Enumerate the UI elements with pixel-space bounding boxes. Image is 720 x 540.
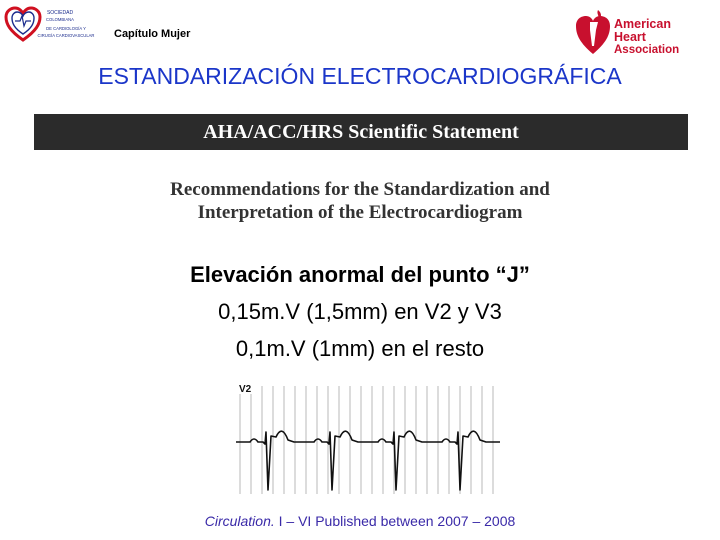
chapter-label: Capítulo Mujer xyxy=(114,28,191,40)
society-logo xyxy=(4,6,104,44)
aha-logo-word-2: Heart xyxy=(614,30,646,44)
paper-title xyxy=(60,178,660,224)
heart-logo-icon xyxy=(6,8,40,40)
aha-logo xyxy=(574,10,684,58)
ecg-lead-label: V2 xyxy=(239,384,252,395)
statement-banner: AHA/ACC/HRS Scientific Statement xyxy=(34,114,688,150)
paper-title-line-1: Recommendations for the Standardization and xyxy=(170,179,550,200)
society-logo-line-3: DE CARDIOLOGÍA Y xyxy=(46,26,86,31)
slide-title: ESTANDARIZACIÓN ELECTROCARDIOGRÁFICA xyxy=(98,63,622,89)
society-logo-line-2: COLOMBIANA xyxy=(46,17,74,22)
citation-rest: I – VI Published between 2007 – 2008 xyxy=(274,513,516,529)
citation-journal: Circulation. xyxy=(204,513,275,529)
citation-footer xyxy=(60,513,660,529)
society-logo-line-1: SOCIEDAD xyxy=(46,10,74,16)
paper-title-line-2: Interpretation of the Electrocardiogram xyxy=(197,202,523,223)
aha-heart-torch-icon xyxy=(574,10,612,56)
ecg-strip xyxy=(236,382,500,496)
body-text xyxy=(60,256,660,367)
aha-logo-word-1: American xyxy=(614,17,671,31)
body-line-1: Elevación anormal del punto “J” xyxy=(190,262,530,287)
ecg-grid xyxy=(240,386,493,494)
title-wrap xyxy=(0,62,720,114)
body-line-2: 0,15m.V (1,5mm) en V2 y V3 xyxy=(218,299,502,324)
society-logo-line-4: CIRUGÍA CARDIOVASCULAR xyxy=(37,33,95,38)
body-line-3: 0,1m.V (1mm) en el resto xyxy=(235,336,485,361)
aha-logo-word-3: Association xyxy=(614,44,680,56)
